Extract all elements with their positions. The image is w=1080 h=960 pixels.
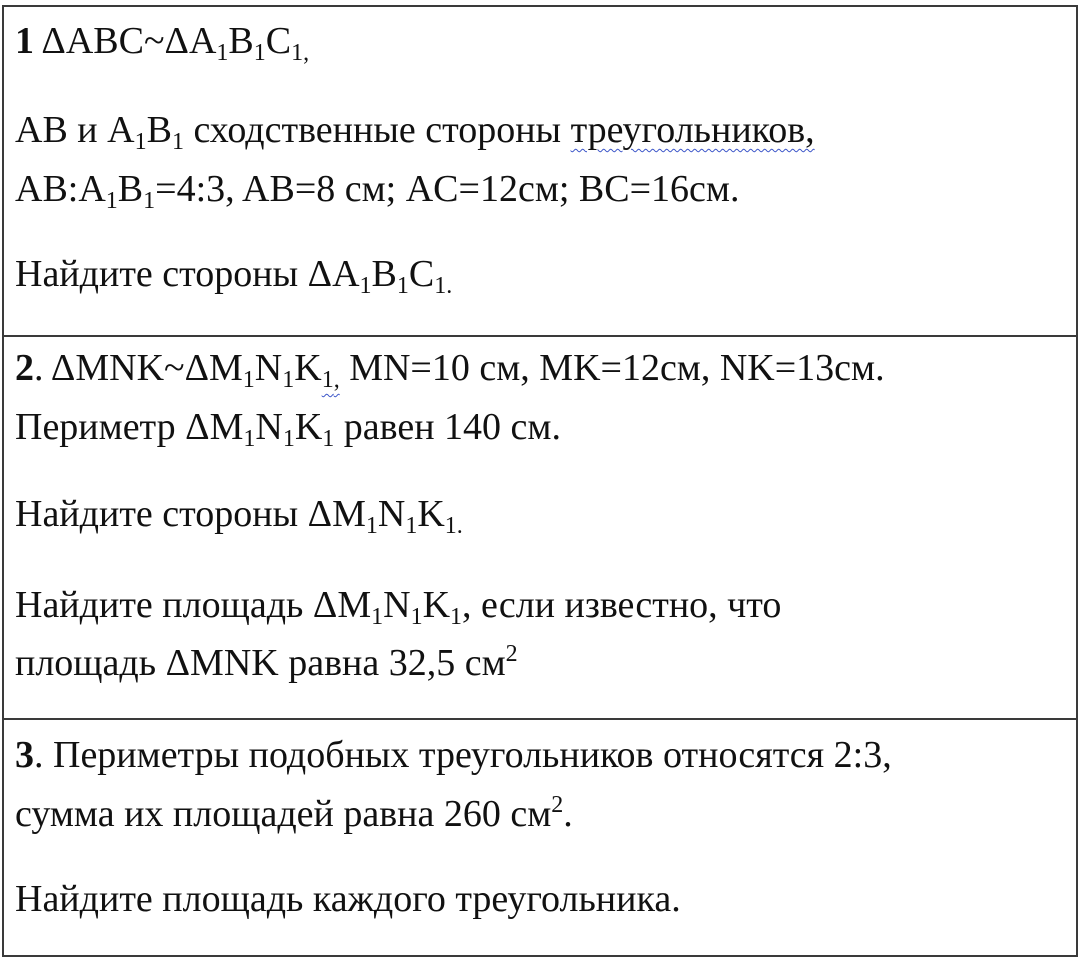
- subscript: 1: [365, 513, 378, 539]
- task-number: 1: [15, 20, 34, 62]
- text: сумма их площадей равна 260 см: [15, 793, 552, 835]
- task-1-line-2: [15, 108, 815, 157]
- subscript: 1: [359, 273, 372, 299]
- text: , если известно, что: [462, 584, 782, 626]
- spellcheck-underlined-word: треугольников,: [570, 109, 815, 151]
- subscript: 1: [134, 129, 147, 155]
- task-3-question: [15, 877, 681, 921]
- text: ,: [303, 40, 310, 66]
- text: K: [294, 406, 323, 448]
- subscript: 1: [321, 367, 334, 393]
- text: Найдите стороны ΔA: [15, 253, 360, 295]
- text: равен 140 см.: [334, 406, 561, 448]
- subscript: 1: [291, 40, 304, 66]
- superscript: 2: [551, 792, 564, 818]
- text: Найдите площадь каждого треугольника.: [15, 878, 681, 920]
- text: K: [417, 493, 445, 535]
- text: площадь ΔMNK равна 32,5 см: [15, 642, 506, 684]
- subscript: 1: [143, 188, 156, 214]
- text: .: [446, 273, 453, 299]
- text: Найдите стороны ΔM: [15, 493, 366, 535]
- subscript: 1: [282, 426, 295, 452]
- text: ΔABC~ΔA: [41, 20, 217, 62]
- text: . ΔMNK~ΔM: [34, 347, 243, 389]
- subscript: 1: [216, 40, 229, 66]
- task-number: 3: [15, 734, 34, 776]
- subscript: 1: [171, 129, 184, 155]
- subscript: 1: [242, 367, 255, 393]
- text: Найдите площадь ΔM: [15, 584, 372, 626]
- subscript: 1: [253, 40, 266, 66]
- subscript: 1: [444, 513, 457, 539]
- superscript: 2: [505, 641, 518, 667]
- text: .: [563, 793, 573, 835]
- subscript: 1: [105, 188, 118, 214]
- text: N: [255, 406, 283, 448]
- text: N: [254, 347, 283, 389]
- text: AB:A: [15, 168, 106, 210]
- task-2-line-2: [15, 405, 561, 454]
- text: ,: [333, 367, 340, 393]
- task-table: [2, 5, 1078, 957]
- text: . Периметры подобных треугольников относятся 2:3,: [34, 734, 892, 776]
- text: B: [371, 253, 397, 295]
- task-3-line-2: [15, 792, 573, 841]
- task-2-question-2-cont: [15, 641, 518, 690]
- text: AB и A: [15, 109, 135, 151]
- text: .: [456, 513, 463, 539]
- task-2-cell: [4, 337, 1076, 720]
- task-2-question-1: [15, 492, 463, 541]
- task-2-statement: [15, 346, 885, 395]
- subscript: 1: [243, 426, 256, 452]
- text: K: [422, 584, 451, 626]
- text: B: [146, 109, 172, 151]
- task-1-cell: [4, 7, 1076, 337]
- task-3-statement: [15, 733, 892, 777]
- subscript: 1: [450, 604, 463, 630]
- subscript: 1: [434, 273, 447, 299]
- subscript: 1: [410, 604, 423, 630]
- task-1-line-3: [15, 167, 739, 216]
- text: C: [408, 253, 435, 295]
- text: B: [117, 168, 144, 210]
- subscript: 1: [282, 367, 295, 393]
- subscript: 1: [371, 604, 384, 630]
- text: C: [265, 20, 292, 62]
- text: N: [383, 584, 411, 626]
- task-1-question: [15, 252, 452, 301]
- task-2-question-2: [15, 583, 781, 632]
- subscript: 1: [405, 513, 418, 539]
- text: B: [228, 20, 254, 62]
- text: N: [377, 493, 406, 535]
- subscript: 1: [322, 426, 335, 452]
- text: Периметр ΔM: [15, 406, 244, 448]
- text: сходственные стороны: [183, 109, 571, 151]
- text: =4:3, AB=8 см; AC=12см; BC=16см.: [155, 168, 740, 210]
- text: MN=10 см, MK=12см, NK=13см.: [339, 347, 885, 389]
- text: K: [294, 347, 322, 389]
- task-number: 2: [15, 347, 34, 389]
- subscript: 1: [396, 273, 409, 299]
- task-3-cell: [4, 720, 1076, 955]
- task-1-statement: [15, 19, 309, 68]
